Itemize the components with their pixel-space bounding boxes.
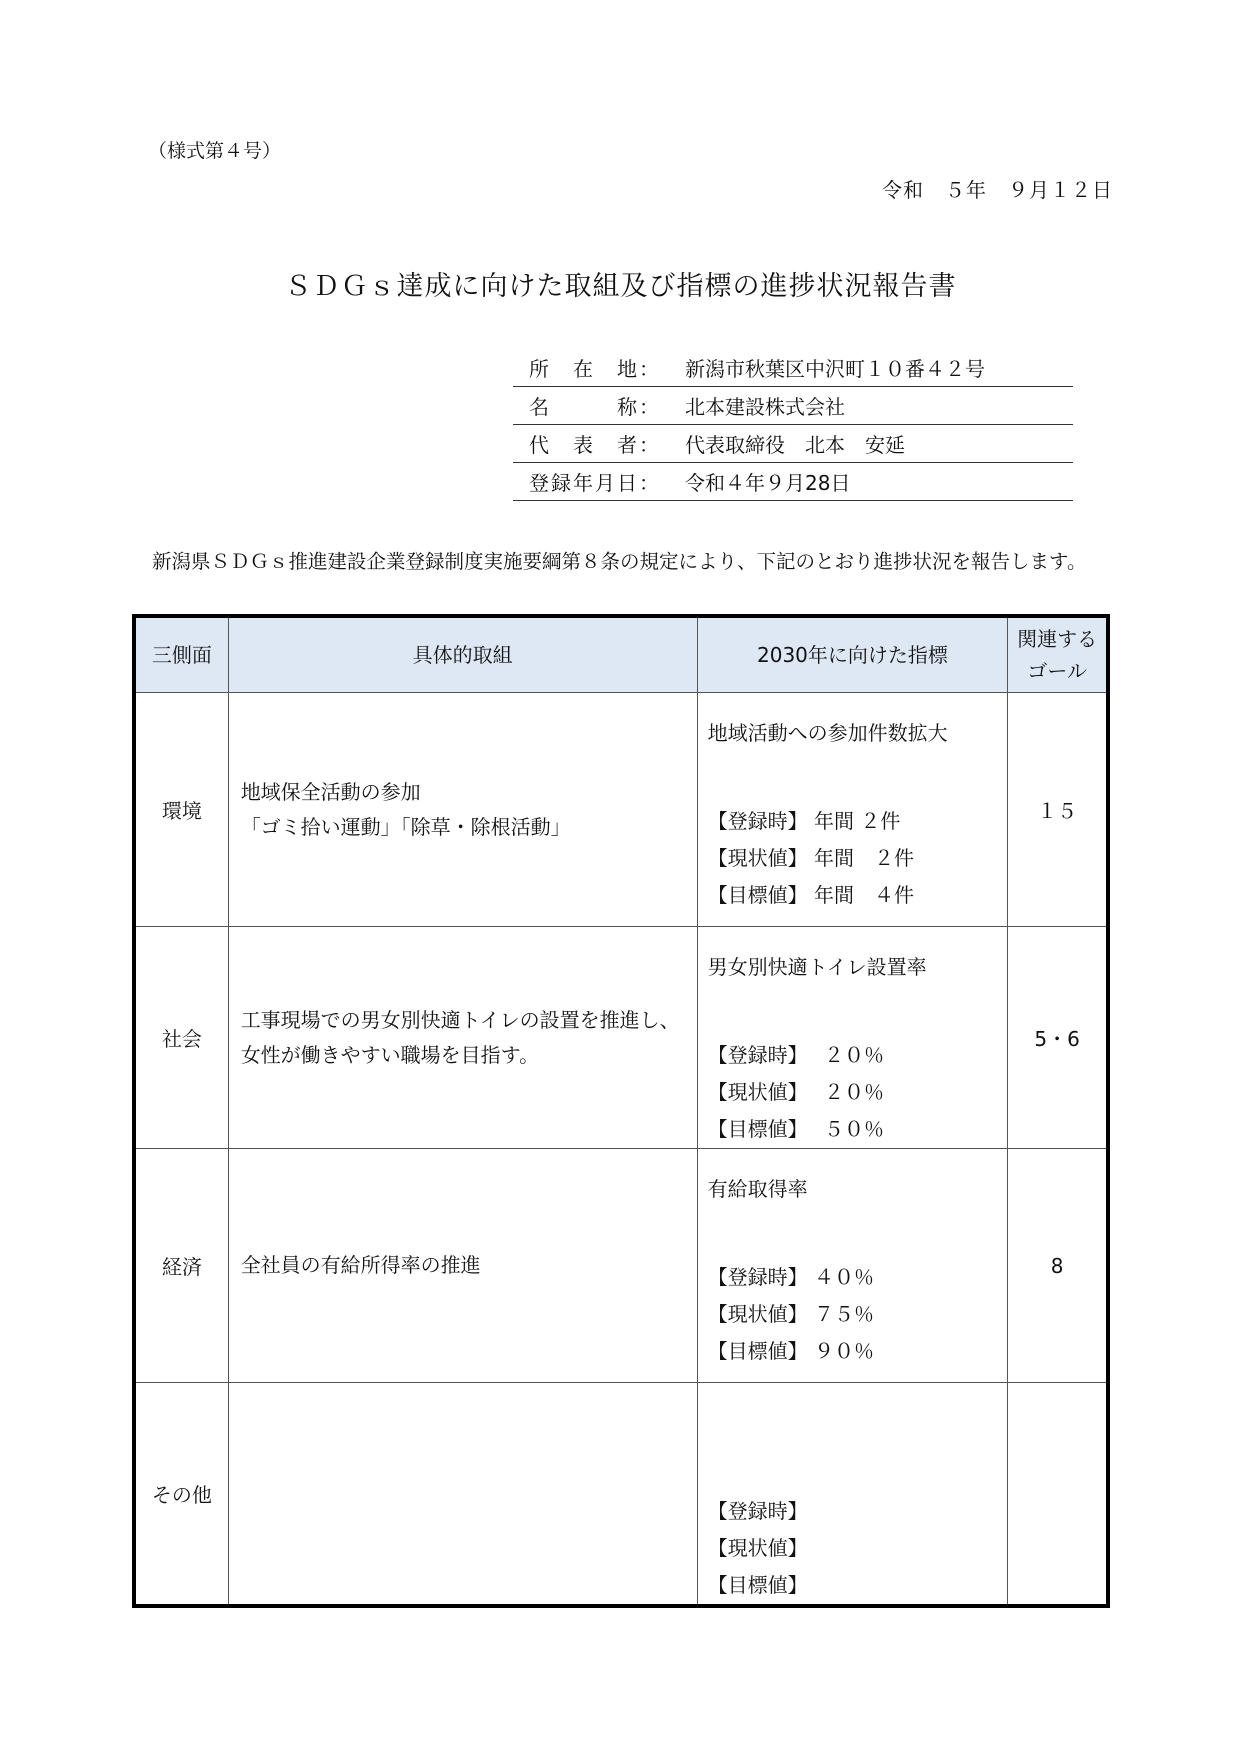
info-row-name: [513, 387, 1073, 425]
indicator-target: 【目標値】 ９０％: [707, 1339, 874, 1363]
table-row: [134, 1383, 1108, 1607]
indicator-target: 【目標値】 ５０％: [707, 1117, 884, 1141]
table-row: [134, 927, 1108, 1149]
info-value: 北本建設株式会社: [685, 395, 845, 419]
cell-action: [228, 927, 697, 1149]
indicator-registered: 【登録時】 ２０％: [707, 1043, 884, 1067]
progress-table: [132, 614, 1110, 1608]
info-value: 令和４年９月28日: [685, 471, 851, 495]
cell-aspect: 経済: [134, 1149, 228, 1383]
cell-indicator: [697, 1383, 1008, 1607]
info-value: 新潟市秋葉区中沢町１０番４２号: [685, 357, 985, 381]
header-goal-line1: 関連する: [1017, 627, 1098, 651]
info-label: 代 表 者：: [529, 433, 661, 457]
info-row-address: [513, 349, 1073, 387]
header-goal: [1008, 616, 1108, 693]
info-label: 所 在 地：: [529, 357, 661, 381]
indicator-target: 【目標値】 年間 ４件: [707, 883, 914, 907]
header-goal-line2: ゴール: [1027, 659, 1087, 683]
action-line: 地域保全活動の参加: [240, 779, 421, 804]
table-row: [134, 693, 1108, 927]
info-row-registration-date: [513, 463, 1073, 501]
cell-goal: 8: [1008, 1149, 1108, 1383]
cell-goal: [1008, 1383, 1108, 1607]
cell-goal: １５: [1008, 693, 1108, 927]
info-label: 登録年月日：: [529, 471, 661, 495]
indicator-current: 【現状値】 ７５％: [707, 1302, 874, 1326]
indicator-target: 【目標値】: [707, 1573, 808, 1597]
action-line: 工事現場での男女別快適トイレの設置を推進し、: [240, 1007, 680, 1032]
action-line: 女性が働きやすい職場を目指す。: [240, 1042, 540, 1067]
indicator-registered: 【登録時】 年間 ２件: [707, 809, 901, 833]
info-label: 名 称：: [529, 395, 661, 419]
indicator-title: 地域活動への参加件数拡大: [707, 721, 948, 745]
indicator-title: [708, 1407, 1008, 1493]
applicant-info: [513, 349, 1073, 501]
info-row-representative: [513, 425, 1073, 463]
indicator-current: 【現状値】 年間 ２件: [707, 846, 914, 870]
cell-indicator: [697, 927, 1008, 1149]
indicator-title: 男女別快適トイレ設置率: [707, 955, 927, 979]
indicator-title: 有給取得率: [707, 1177, 808, 1201]
indicator-current: 【現状値】: [707, 1536, 808, 1560]
indicator-registered: 【登録時】 ４０％: [707, 1265, 874, 1289]
header-indicator: 2030年に向けた指標: [697, 616, 1008, 693]
table-header-row: [134, 616, 1108, 693]
report-date: 令和 ５年 ９月１２日: [882, 178, 1113, 202]
indicator-current: 【現状値】 ２０％: [707, 1080, 884, 1104]
cell-indicator: [697, 1149, 1008, 1383]
info-value: 代表取締役 北本 安延: [685, 433, 905, 457]
cell-indicator: [697, 693, 1008, 927]
header-aspect: 三側面: [134, 616, 228, 693]
cell-action: [228, 693, 697, 927]
table-row: [134, 1149, 1108, 1383]
action-line: 「ゴミ拾い運動」「除草・除根活動」: [240, 814, 571, 839]
cell-aspect: その他: [134, 1383, 228, 1607]
cell-aspect: 環境: [134, 693, 228, 927]
action-line: 全社員の有給所得率の推進: [240, 1253, 481, 1277]
indicator-registered: 【登録時】: [707, 1499, 808, 1523]
cell-aspect: 社会: [134, 927, 228, 1149]
header-action: 具体的取組: [228, 616, 697, 693]
cell-action: [228, 1149, 697, 1383]
form-number: （様式第４号）: [148, 140, 282, 162]
document-title: ＳＤＧｓ達成に向けた取組及び指標の進捗状況報告書: [284, 271, 957, 302]
cell-action: [228, 1383, 697, 1607]
cell-goal: 5・6: [1008, 927, 1108, 1149]
intro-text: 新潟県ＳＤＧｓ推進建設企業登録制度実施要綱第８条の規定により、下記のとおり進捗状況を報告します。: [152, 550, 1087, 573]
